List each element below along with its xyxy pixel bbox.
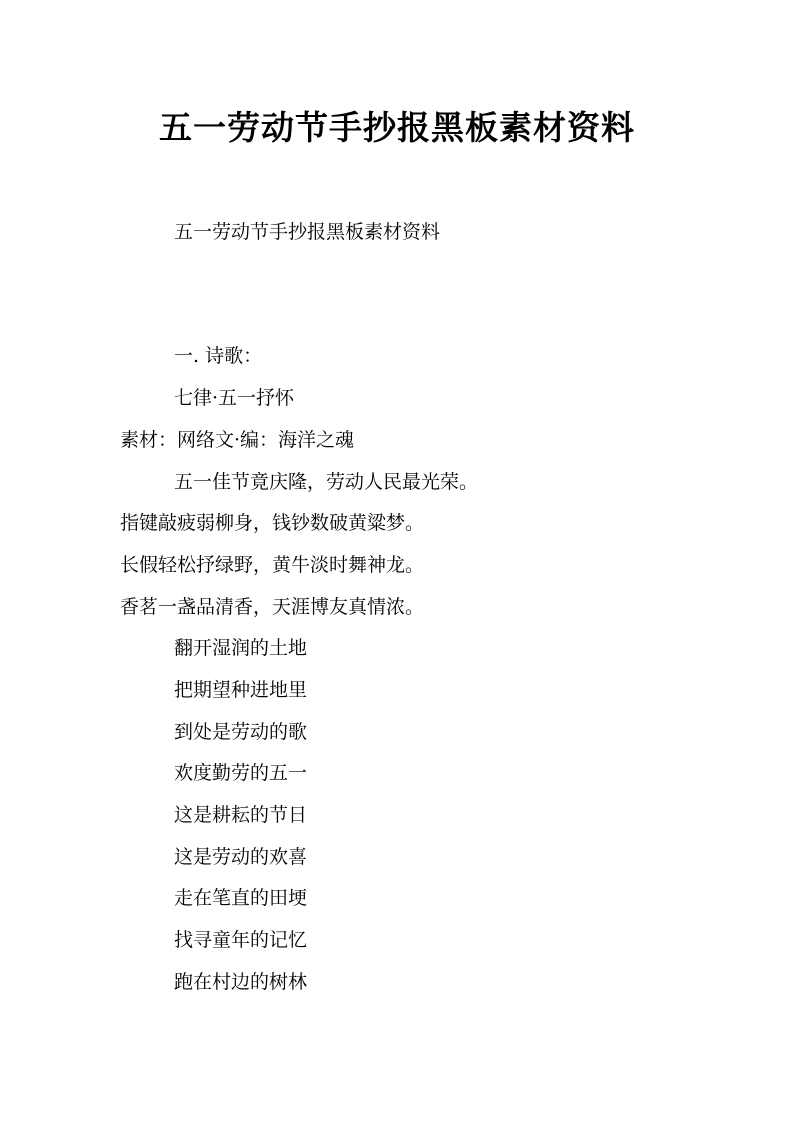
verse-line: 把期望种进地里 bbox=[174, 679, 308, 701]
poem-line: 五一佳节竟庆隆，劳动人民最光荣。 bbox=[174, 471, 479, 493]
verse-line: 欢度勤劳的五一 bbox=[174, 762, 308, 784]
document-title: 五一劳动节手抄报黑板素材资料 bbox=[159, 108, 635, 147]
poem-attribution: 素材：网络文·编：海洋之魂 bbox=[120, 429, 355, 451]
poem-title: 七律·五一抒怀 bbox=[174, 387, 295, 409]
verse-line: 跑在村边的树林 bbox=[174, 971, 308, 993]
section-heading: 一. 诗歌： bbox=[174, 345, 263, 367]
poem-line: 长假轻松抒绿野，黄牛淡时舞神龙。 bbox=[120, 554, 425, 576]
verse-line: 到处是劳动的歌 bbox=[174, 721, 308, 743]
poem-line: 香茗一盏品清香，天涯博友真情浓。 bbox=[120, 596, 425, 618]
verse-line: 翻开湿润的土地 bbox=[174, 637, 308, 659]
verse-line: 这是耕耘的节日 bbox=[174, 804, 308, 826]
verse-line: 走在笔直的田埂 bbox=[174, 887, 308, 909]
verse-line: 找寻童年的记忆 bbox=[174, 929, 308, 951]
verse-line: 这是劳动的欢喜 bbox=[174, 846, 308, 868]
poem-line: 指键敲疲弱柳身，钱钞数破黄粱梦。 bbox=[120, 512, 425, 534]
document-subtitle: 五一劳动节手抄报黑板素材资料 bbox=[174, 221, 441, 243]
